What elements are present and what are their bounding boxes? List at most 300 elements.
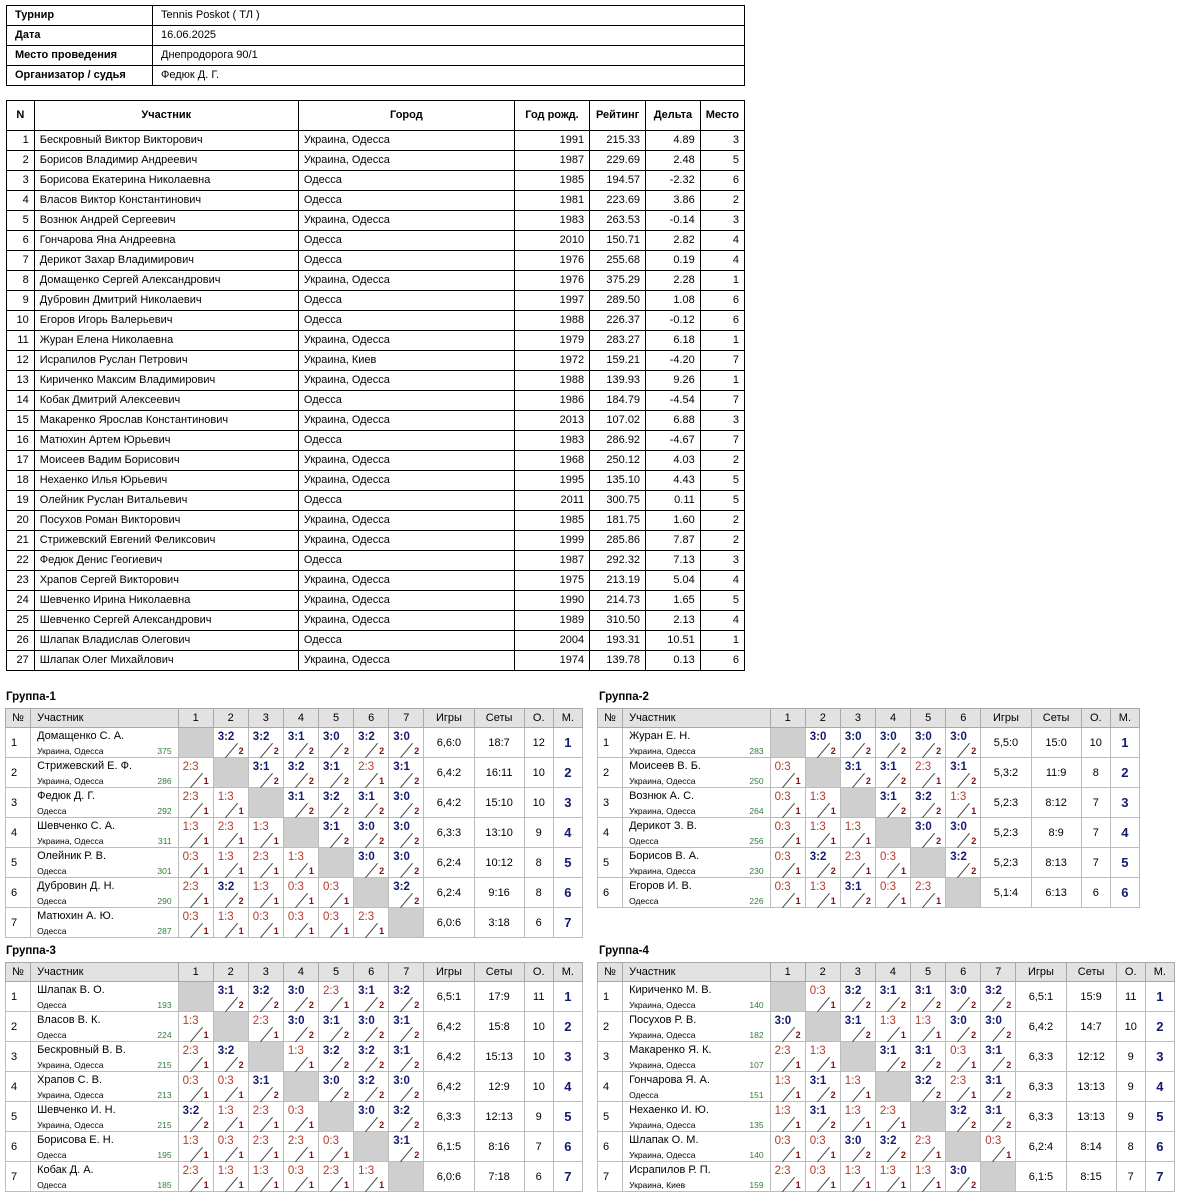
participant-cell: 1976: [514, 271, 589, 291]
player-name: Дубровин Д. Н.: [37, 880, 115, 892]
self-cell: [805, 1012, 840, 1042]
header-place: М.: [553, 963, 582, 982]
match-cell: [805, 1072, 840, 1102]
header-games: Игры: [424, 963, 474, 982]
match-score: 3:1: [393, 1135, 410, 1147]
match-cell: [805, 728, 840, 758]
header-opponent: 7: [389, 709, 424, 728]
match-cell: [875, 1012, 910, 1042]
header-opponent: 6: [354, 963, 389, 982]
player-place: 4: [1145, 1072, 1174, 1102]
match-points: 1: [900, 896, 906, 906]
match-points: 1: [308, 1180, 314, 1190]
participant-cell: 226.37: [590, 311, 646, 331]
match-score: 0:3: [287, 1105, 304, 1117]
player-place: 6: [553, 878, 582, 908]
match-score: 3:0: [950, 985, 967, 997]
match-score: 3:2: [915, 791, 932, 803]
match-cell: [911, 758, 946, 788]
participant-cell: Макаренко Ярослав Константинович: [34, 411, 298, 431]
player-num: 1: [6, 982, 31, 1012]
match-points: 2: [865, 1000, 871, 1010]
player-name: Борисов В. А.: [629, 850, 700, 862]
header-opponent: 6: [946, 709, 981, 728]
match-cell: [770, 788, 805, 818]
participant-cell: 1: [700, 331, 744, 351]
player-place: 3: [1110, 788, 1139, 818]
participant-row: [7, 291, 745, 311]
match-score: 3:2: [217, 1045, 235, 1057]
participant-cell: Одесса: [298, 631, 514, 651]
match-cell: [178, 1132, 213, 1162]
player-points: 8: [524, 848, 553, 878]
match-score: 3:2: [287, 761, 305, 773]
header-name: Участник: [31, 709, 179, 728]
player-games: 5,3:2: [981, 758, 1031, 788]
participant-cell: 7: [7, 251, 35, 271]
self-cell: [354, 1132, 389, 1162]
group-row: [598, 1042, 1175, 1072]
match-score: 3:0: [358, 1105, 375, 1117]
match-score: 2:3: [915, 881, 932, 893]
participant-cell: 12: [7, 351, 35, 371]
participant-cell: Одесса: [298, 191, 514, 211]
header-sets: Сеты: [1031, 709, 1081, 728]
participant-cell: Украина, Одесса: [298, 531, 514, 551]
player-info: [623, 818, 771, 848]
match-cell: [178, 818, 213, 848]
player-games: 6,3:3: [424, 1102, 474, 1132]
participant-cell: Одесса: [298, 391, 514, 411]
player-sets: 13:13: [1066, 1072, 1116, 1102]
player-name: Дерикот З. В.: [629, 820, 697, 832]
header-opponent: 2: [805, 963, 840, 982]
match-points: 1: [344, 896, 350, 906]
match-cell: [770, 1162, 805, 1192]
header-opponent: 5: [911, 709, 946, 728]
match-cell: [319, 908, 354, 938]
player-sets: 6:13: [1031, 878, 1081, 908]
player-sets: 8:12: [1031, 788, 1081, 818]
match-points: 1: [203, 1150, 209, 1160]
participant-cell: Шевченко Сергей Александрович: [34, 611, 298, 631]
match-cell: [946, 818, 981, 848]
match-score: 1:3: [252, 1165, 269, 1177]
self-cell: [283, 818, 318, 848]
match-score: 3:0: [915, 731, 932, 743]
header-opponent: 3: [840, 963, 875, 982]
player-num: 3: [598, 1042, 623, 1072]
match-points: 1: [900, 866, 906, 876]
match-score: 0:3: [217, 1135, 234, 1147]
match-points: 2: [308, 806, 314, 816]
player-points: 10: [1116, 1012, 1145, 1042]
match-points: 1: [865, 866, 871, 876]
header-name: Участник: [31, 963, 179, 982]
player-city: Украина, Одесса: [37, 776, 104, 786]
match-score: 0:3: [879, 851, 896, 863]
participant-cell: 1987: [514, 551, 589, 571]
match-score: 2:3: [182, 881, 199, 893]
participant-row: [7, 311, 745, 331]
match-points: 1: [308, 1060, 314, 1070]
participant-cell: 6: [700, 171, 744, 191]
match-score: 1:3: [915, 1165, 932, 1177]
participant-cell: 255.68: [590, 251, 646, 271]
participant-cell: 1985: [514, 171, 589, 191]
match-cell: [805, 1102, 840, 1132]
participant-cell: 24: [7, 591, 35, 611]
participant-cell: 1: [700, 271, 744, 291]
player-sets: 8:9: [1031, 818, 1081, 848]
header-games: Игры: [1016, 963, 1066, 982]
participant-cell: 1974: [514, 651, 589, 671]
match-cell: [248, 1102, 283, 1132]
player-name: Егоров И. В.: [629, 880, 692, 892]
participant-cell: 1997: [514, 291, 589, 311]
player-info: [31, 1042, 179, 1072]
group-row: [598, 848, 1140, 878]
participant-cell: Нехаенко Илья Юрьевич: [34, 471, 298, 491]
match-score: 3:0: [393, 791, 410, 803]
participant-row: [7, 651, 745, 671]
match-score: 3:2: [252, 731, 270, 743]
match-points: 1: [203, 1060, 209, 1070]
match-cell: [875, 1042, 910, 1072]
match-points: 1: [238, 866, 244, 876]
match-cell: [805, 1162, 840, 1192]
player-num: 6: [6, 878, 31, 908]
participant-cell: Стрижевский Евгений Феликсович: [34, 531, 298, 551]
match-points: 2: [238, 1060, 244, 1070]
participant-cell: Борисов Владимир Андреевич: [34, 151, 298, 171]
match-cell: [213, 818, 248, 848]
match-score: 3:1: [879, 1045, 897, 1057]
match-score: 3:1: [985, 1075, 1002, 1087]
match-cell: [805, 848, 840, 878]
participant-cell: -4.20: [646, 351, 701, 371]
player-num: 3: [6, 1042, 31, 1072]
match-score: 2:3: [323, 985, 340, 997]
match-cell: [213, 1102, 248, 1132]
match-score: 0:3: [774, 851, 791, 863]
participant-cell: 23: [7, 571, 35, 591]
participant-cell: 107.02: [590, 411, 646, 431]
player-sets: 13:13: [1066, 1102, 1116, 1132]
match-score: 3:1: [323, 1015, 340, 1027]
participant-cell: Шевченко Ирина Николаевна: [34, 591, 298, 611]
match-cell: [840, 1012, 875, 1042]
participant-cell: Дерикот Захар Владимирович: [34, 251, 298, 271]
match-cell: [354, 1102, 389, 1132]
player-sets: 8:16: [474, 1132, 524, 1162]
match-score: 3:2: [393, 1105, 410, 1117]
match-score: 3:1: [809, 1075, 827, 1087]
player-info: [31, 1072, 179, 1102]
player-city: Украина, Одесса: [37, 1090, 104, 1100]
info-label: Организатор / судья: [7, 66, 153, 86]
match-cell: [283, 1012, 318, 1042]
player-num: 6: [6, 1132, 31, 1162]
match-points: 2: [865, 776, 871, 786]
player-city: Одесса: [37, 1180, 67, 1190]
player-num: 2: [6, 1012, 31, 1042]
player-num: 5: [598, 848, 623, 878]
match-points: 1: [830, 1060, 836, 1070]
match-points: 1: [203, 836, 209, 846]
participant-row: [7, 411, 745, 431]
player-info: [31, 1102, 179, 1132]
player-name: Матюхин А. Ю.: [37, 910, 114, 922]
player-games: 6,3:3: [1016, 1102, 1066, 1132]
player-points: 10: [524, 788, 553, 818]
match-score: 1:3: [809, 791, 826, 803]
match-points: 2: [238, 746, 244, 756]
player-name: Журан Е. Н.: [629, 730, 691, 742]
participant-cell: 25: [7, 611, 35, 631]
header-num: №: [598, 963, 623, 982]
match-points: 1: [273, 836, 279, 846]
header-opponent: 1: [770, 709, 805, 728]
player-rating: 213: [157, 1090, 172, 1100]
match-cell: [911, 818, 946, 848]
match-cell: [319, 1012, 354, 1042]
match-points: 1: [936, 776, 942, 786]
player-points: 6: [524, 1162, 553, 1192]
participant-cell: 5: [700, 491, 744, 511]
participant-cell: Вознюк Андрей Сергеевич: [34, 211, 298, 231]
group-3-table: [5, 962, 583, 1192]
self-cell: [283, 1072, 318, 1102]
match-cell: [911, 1072, 946, 1102]
participant-cell: 4.03: [646, 451, 701, 471]
match-points: 2: [971, 776, 977, 786]
match-cell: [805, 878, 840, 908]
match-cell: [178, 1012, 213, 1042]
player-points: 7: [524, 1132, 553, 1162]
match-points: 1: [203, 926, 209, 936]
match-points: 1: [795, 896, 801, 906]
participant-cell: -0.12: [646, 311, 701, 331]
match-points: 1: [936, 1030, 942, 1040]
match-points: 1: [379, 926, 385, 936]
match-points: 1: [273, 1180, 279, 1190]
self-cell: [213, 1012, 248, 1042]
match-cell: [770, 1132, 805, 1162]
participant-cell: Украина, Одесса: [298, 211, 514, 231]
player-info: [31, 982, 179, 1012]
match-score: 2:3: [358, 911, 375, 923]
match-points: 1: [795, 836, 801, 846]
player-rating: 193: [157, 1000, 172, 1010]
player-points: 7: [1081, 818, 1110, 848]
participant-row: [7, 631, 745, 651]
match-score: 3:1: [879, 985, 897, 997]
participant-cell: 1985: [514, 511, 589, 531]
player-name: Кириченко М. В.: [629, 984, 712, 996]
participant-row: [7, 451, 745, 471]
header-sets: Сеты: [1066, 963, 1116, 982]
match-cell: [283, 1102, 318, 1132]
match-cell: [946, 1072, 981, 1102]
participant-cell: 2.48: [646, 151, 701, 171]
participant-cell: 2: [700, 451, 744, 471]
player-games: 6,5:1: [1016, 982, 1066, 1012]
player-name: Домащенко С. А.: [37, 730, 125, 742]
player-name: Макаренко Я. К.: [629, 1044, 712, 1056]
player-num: 4: [598, 1072, 623, 1102]
player-city: Одесса: [37, 806, 67, 816]
player-rating: 107: [749, 1060, 764, 1070]
match-points: 1: [936, 1180, 942, 1190]
match-points: 2: [900, 1150, 906, 1160]
player-city: Украина, Одесса: [37, 1060, 104, 1070]
player-city: Украина, Киев: [629, 1180, 686, 1190]
match-cell: [981, 1072, 1016, 1102]
tournament-info-table: [6, 5, 745, 86]
match-cell: [213, 728, 248, 758]
match-cell: [911, 728, 946, 758]
match-score: 0:3: [182, 851, 199, 863]
player-num: 2: [598, 1012, 623, 1042]
participant-cell: 2010: [514, 231, 589, 251]
match-score: 3:2: [323, 1045, 340, 1057]
match-points: 1: [830, 1150, 836, 1160]
player-name: Вознюк А. С.: [629, 790, 695, 802]
match-cell: [354, 908, 389, 938]
match-cell: [319, 758, 354, 788]
participant-cell: 6.18: [646, 331, 701, 351]
match-points: 1: [203, 776, 209, 786]
self-cell: [178, 982, 213, 1012]
match-score: 2:3: [323, 1165, 340, 1177]
match-cell: [840, 1132, 875, 1162]
participant-cell: Украина, Одесса: [298, 591, 514, 611]
match-cell: [805, 788, 840, 818]
participant-cell: 1979: [514, 331, 589, 351]
group-row: [598, 1162, 1175, 1192]
match-score: 1:3: [252, 821, 269, 833]
participant-cell: Украина, Одесса: [298, 411, 514, 431]
match-score: 0:3: [774, 761, 791, 773]
match-score: 3:1: [393, 761, 410, 773]
match-cell: [946, 1012, 981, 1042]
match-points: 2: [308, 1000, 314, 1010]
participant-cell: 3: [700, 131, 744, 151]
participant-cell: 20: [7, 511, 35, 531]
match-points: 2: [308, 746, 314, 756]
match-points: 1: [795, 1090, 801, 1100]
match-score: 2:3: [879, 1105, 896, 1117]
group-1-table: [5, 708, 583, 938]
match-cell: [770, 1072, 805, 1102]
participant-cell: 7.13: [646, 551, 701, 571]
player-city: Одесса: [629, 1090, 659, 1100]
player-points: 7: [1116, 1162, 1145, 1192]
header-opponent: 4: [875, 963, 910, 982]
group-header: [598, 963, 1175, 982]
match-points: 1: [238, 806, 244, 816]
info-label: Турнир: [7, 6, 153, 26]
participant-cell: Украина, Одесса: [298, 511, 514, 531]
group-row: [6, 878, 583, 908]
match-cell: [875, 758, 910, 788]
participant-cell: Украина, Одесса: [298, 371, 514, 391]
participant-cell: 1990: [514, 591, 589, 611]
participant-cell: 6: [700, 311, 744, 331]
player-city: Одесса: [37, 926, 67, 936]
player-num: 1: [6, 728, 31, 758]
participant-row: [7, 531, 745, 551]
match-points: 2: [1006, 1060, 1012, 1070]
player-info: [623, 1072, 771, 1102]
participant-cell: 1983: [514, 211, 589, 231]
match-cell: [248, 728, 283, 758]
match-cell: [389, 848, 424, 878]
self-cell: [840, 1042, 875, 1072]
match-cell: [248, 848, 283, 878]
participant-row: [7, 551, 745, 571]
group-row: [598, 878, 1140, 908]
match-points: 1: [273, 866, 279, 876]
participant-cell: 1981: [514, 191, 589, 211]
match-cell: [770, 1012, 805, 1042]
participant-row: [7, 431, 745, 451]
participant-cell: Одесса: [298, 491, 514, 511]
match-points: 2: [971, 866, 977, 876]
participant-cell: 3: [700, 211, 744, 231]
match-score: 0:3: [323, 881, 340, 893]
column-header: Год рожд.: [514, 101, 589, 131]
participant-row: [7, 151, 745, 171]
match-points: 2: [795, 1030, 801, 1040]
player-place: 7: [1145, 1162, 1174, 1192]
player-place: 5: [553, 1102, 582, 1132]
participant-cell: 7: [700, 431, 744, 451]
match-points: 1: [238, 1090, 244, 1100]
participant-cell: 310.50: [590, 611, 646, 631]
participant-cell: Украина, Киев: [298, 351, 514, 371]
match-cell: [248, 1012, 283, 1042]
match-score: 3:2: [358, 1045, 375, 1057]
player-place: 2: [553, 758, 582, 788]
player-rating: 185: [157, 1180, 172, 1190]
player-name: Храпов С. В.: [37, 1074, 103, 1086]
match-points: 2: [865, 1030, 871, 1040]
header-opponent: 5: [319, 963, 354, 982]
match-score: 2:3: [844, 851, 861, 863]
match-points: 1: [203, 806, 209, 816]
group-header: [6, 709, 583, 728]
player-num: 7: [6, 908, 31, 938]
participant-cell: 16: [7, 431, 35, 451]
participant-cell: 3: [7, 171, 35, 191]
participant-cell: 3: [700, 551, 744, 571]
header-num: №: [6, 709, 31, 728]
player-rating: 292: [157, 806, 172, 816]
player-place: 6: [1145, 1132, 1174, 1162]
header-opponent: 2: [213, 709, 248, 728]
match-score: 3:2: [393, 985, 410, 997]
group-header: [598, 709, 1140, 728]
group-row: [6, 848, 583, 878]
match-score: 0:3: [879, 881, 896, 893]
match-cell: [840, 982, 875, 1012]
match-points: 2: [414, 1000, 420, 1010]
player-info: [623, 1102, 771, 1132]
player-place: 5: [1110, 848, 1139, 878]
match-score: 3:1: [809, 1105, 827, 1117]
